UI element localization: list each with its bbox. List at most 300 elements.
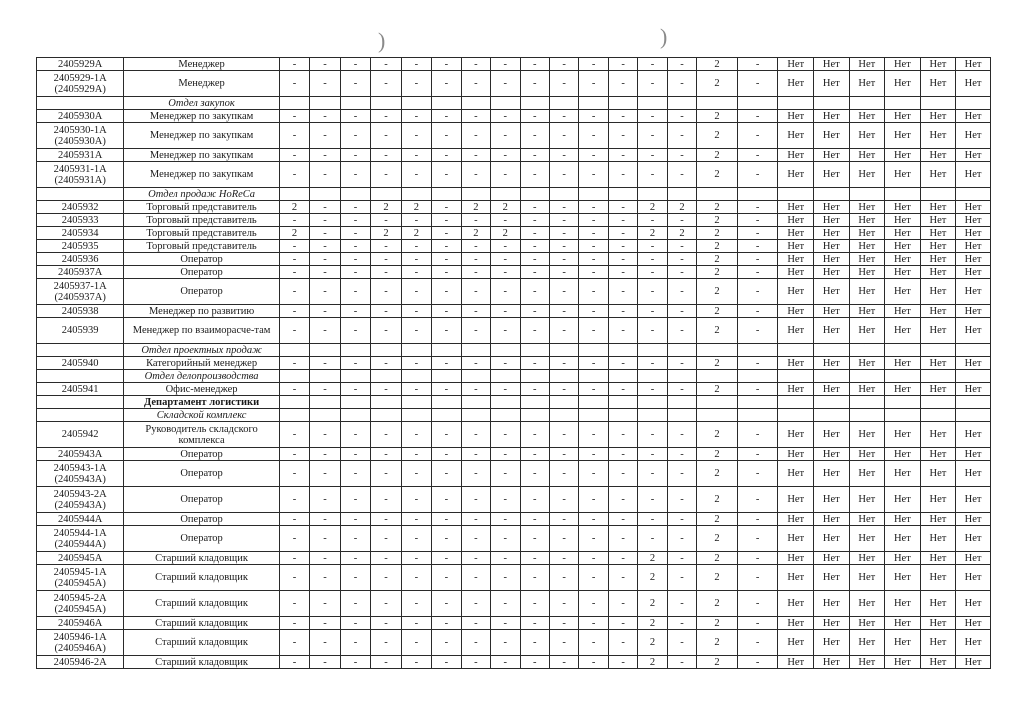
guarantee-cell: Нет	[778, 513, 814, 526]
class-cell: -	[608, 565, 637, 591]
guarantee-cell: Нет	[849, 110, 885, 123]
position-name: Оператор	[124, 526, 279, 552]
position-name: Торговый представитель	[124, 214, 279, 227]
empty-cell	[638, 396, 667, 409]
class-cell: -	[432, 227, 461, 240]
position-name: Старший кладовщик	[124, 552, 279, 565]
class-cell: -	[310, 149, 340, 162]
guarantee-cell: Нет	[956, 526, 991, 552]
empty-cell	[310, 344, 340, 357]
class-cell: -	[667, 149, 696, 162]
class-cell: -	[279, 617, 309, 630]
position-name: Старший кладовщик	[124, 630, 279, 656]
table-row	[37, 422, 991, 448]
class-cell: -	[549, 123, 578, 149]
class-cell: -	[667, 383, 696, 396]
class-cell: -	[340, 71, 370, 97]
empty-cell	[432, 188, 461, 201]
class-cell: -	[520, 149, 549, 162]
class-cell: -	[608, 71, 637, 97]
section-row	[37, 370, 991, 383]
class-cell: -	[371, 162, 401, 188]
class-cell: -	[520, 214, 549, 227]
guarantee-cell: Нет	[849, 318, 885, 344]
guarantee-cell: Нет	[920, 227, 956, 240]
empty-cell	[310, 396, 340, 409]
class-cell: -	[461, 162, 490, 188]
class-cell: -	[579, 110, 608, 123]
scan-mark-right: )	[660, 24, 668, 49]
class-cell: -	[667, 305, 696, 318]
class-cell: -	[340, 266, 370, 279]
scan-mark-left: )	[378, 28, 386, 53]
class-cell: -	[608, 383, 637, 396]
position-name: Оператор	[124, 253, 279, 266]
class-cell: -	[579, 266, 608, 279]
empty-cell	[549, 409, 578, 422]
class-cell: -	[461, 279, 490, 305]
guarantee-cell: Нет	[849, 149, 885, 162]
guarantee-cell: Нет	[956, 71, 991, 97]
class-cell: -	[340, 656, 370, 669]
class-cell: -	[520, 58, 549, 71]
guarantee-cell: Нет	[814, 526, 850, 552]
empty-cell	[279, 370, 309, 383]
guarantee-cell: Нет	[885, 214, 921, 227]
class-cell: -	[401, 513, 431, 526]
class-cell: -	[432, 318, 461, 344]
class-cell: -	[461, 656, 490, 669]
class-cell: -	[310, 617, 340, 630]
class-cell: -	[432, 305, 461, 318]
empty-cell	[401, 188, 431, 201]
class-cell: -	[461, 552, 490, 565]
guarantee-cell: Нет	[849, 266, 885, 279]
class-cell: -	[401, 149, 431, 162]
class-cell: 2	[697, 526, 738, 552]
class-cell: 2	[697, 552, 738, 565]
class-cell: -	[279, 526, 309, 552]
class-cell: -	[432, 656, 461, 669]
empty-cell	[520, 370, 549, 383]
class-cell: -	[461, 487, 490, 513]
empty-cell	[885, 409, 921, 422]
class-cell: -	[579, 630, 608, 656]
workplace-code: 2405939	[37, 318, 124, 344]
class-cell: -	[432, 279, 461, 305]
empty-cell	[956, 370, 991, 383]
class-cell: -	[371, 357, 401, 370]
class-cell: -	[491, 240, 520, 253]
class-cell: -	[340, 461, 370, 487]
guarantee-cell: Нет	[814, 253, 850, 266]
class-cell: -	[340, 591, 370, 617]
position-name: Оператор	[124, 266, 279, 279]
empty-cell	[814, 396, 850, 409]
class-cell: 2	[371, 227, 401, 240]
class-cell: -	[638, 461, 667, 487]
class-cell: -	[340, 110, 370, 123]
table-row	[37, 227, 991, 240]
class-cell: -	[608, 214, 637, 227]
class-cell: -	[579, 617, 608, 630]
section-row	[37, 97, 991, 110]
position-name: Торговый представитель	[124, 227, 279, 240]
empty-cell	[737, 370, 778, 383]
guarantee-cell: Нет	[885, 630, 921, 656]
class-cell: -	[340, 305, 370, 318]
class-cell: -	[520, 253, 549, 266]
class-cell: -	[520, 240, 549, 253]
guarantee-cell: Нет	[885, 227, 921, 240]
class-cell: 2	[491, 227, 520, 240]
guarantee-cell: Нет	[956, 617, 991, 630]
class-cell: -	[549, 240, 578, 253]
empty-cell	[579, 188, 608, 201]
class-cell: -	[520, 526, 549, 552]
empty-cell	[340, 409, 370, 422]
position-name: Оператор	[124, 279, 279, 305]
class-cell: -	[549, 383, 578, 396]
class-cell: 2	[697, 357, 738, 370]
workplace-code: 2405943-2А (2405943А)	[37, 487, 124, 513]
guarantee-cell: Нет	[849, 422, 885, 448]
empty-cell	[579, 97, 608, 110]
class-cell: -	[667, 214, 696, 227]
guarantee-cell: Нет	[849, 123, 885, 149]
empty-cell	[778, 188, 814, 201]
empty-cell	[549, 188, 578, 201]
empty-cell	[491, 409, 520, 422]
class-cell: -	[401, 110, 431, 123]
class-cell: -	[737, 71, 778, 97]
class-cell: -	[579, 253, 608, 266]
workplace-code: 2405946А	[37, 617, 124, 630]
empty-cell	[778, 344, 814, 357]
class-cell: -	[432, 526, 461, 552]
class-cell: -	[549, 591, 578, 617]
guarantee-cell: Нет	[885, 162, 921, 188]
class-cell: -	[667, 357, 696, 370]
class-cell: 2	[401, 227, 431, 240]
empty-cell	[432, 409, 461, 422]
guarantee-cell: Нет	[956, 123, 991, 149]
position-name: Оператор	[124, 461, 279, 487]
guarantee-cell: Нет	[814, 123, 850, 149]
class-cell: -	[432, 214, 461, 227]
position-name: Офис-менеджер	[124, 383, 279, 396]
class-cell: -	[279, 591, 309, 617]
guarantee-cell: Нет	[920, 357, 956, 370]
class-cell: 2	[491, 201, 520, 214]
empty-cell	[520, 344, 549, 357]
class-cell: -	[520, 617, 549, 630]
workplace-code: 2405942	[37, 422, 124, 448]
empty-cell	[608, 370, 637, 383]
workplace-code: 2405946-2А	[37, 656, 124, 669]
class-cell: -	[432, 461, 461, 487]
guarantee-cell: Нет	[956, 201, 991, 214]
class-cell: 2	[697, 201, 738, 214]
class-cell: -	[737, 591, 778, 617]
empty-cell	[310, 97, 340, 110]
guarantee-cell: Нет	[885, 448, 921, 461]
guarantee-cell: Нет	[849, 279, 885, 305]
empty-cell	[778, 97, 814, 110]
guarantee-cell: Нет	[849, 630, 885, 656]
class-cell: -	[737, 630, 778, 656]
class-cell: -	[608, 240, 637, 253]
table-body	[37, 58, 991, 669]
class-cell: -	[491, 318, 520, 344]
guarantee-cell: Нет	[778, 357, 814, 370]
class-cell: -	[737, 461, 778, 487]
class-cell: 2	[697, 656, 738, 669]
class-cell: -	[491, 461, 520, 487]
class-cell: -	[401, 461, 431, 487]
guarantee-cell: Нет	[920, 266, 956, 279]
class-cell: -	[491, 630, 520, 656]
class-cell: -	[310, 71, 340, 97]
class-cell: -	[638, 240, 667, 253]
class-cell: -	[371, 591, 401, 617]
class-cell: -	[310, 201, 340, 214]
empty-cell	[461, 97, 490, 110]
workplace-code: 2405937А	[37, 266, 124, 279]
empty-cell	[340, 396, 370, 409]
class-cell: -	[340, 214, 370, 227]
empty-cell	[401, 370, 431, 383]
empty-cell	[310, 409, 340, 422]
guarantee-cell: Нет	[920, 552, 956, 565]
empty-cell	[340, 97, 370, 110]
guarantee-cell: Нет	[920, 383, 956, 396]
table-row	[37, 110, 991, 123]
class-cell: -	[667, 253, 696, 266]
class-cell: -	[340, 552, 370, 565]
class-cell: -	[340, 149, 370, 162]
class-cell: -	[520, 591, 549, 617]
empty-cell	[697, 396, 738, 409]
class-cell: -	[667, 266, 696, 279]
class-cell: -	[608, 422, 637, 448]
class-cell: -	[371, 149, 401, 162]
empty-cell	[37, 370, 124, 383]
empty-cell	[371, 188, 401, 201]
guarantee-cell: Нет	[885, 149, 921, 162]
guarantee-cell: Нет	[814, 565, 850, 591]
class-cell: -	[371, 266, 401, 279]
class-cell: -	[279, 253, 309, 266]
class-cell: -	[608, 448, 637, 461]
guarantee-cell: Нет	[885, 617, 921, 630]
position-name: Старший кладовщик	[124, 591, 279, 617]
table-row	[37, 591, 991, 617]
guarantee-cell: Нет	[778, 487, 814, 513]
class-cell: -	[737, 201, 778, 214]
guarantee-cell: Нет	[814, 227, 850, 240]
class-cell: -	[549, 266, 578, 279]
empty-cell	[310, 370, 340, 383]
class-cell: 2	[697, 487, 738, 513]
workplace-code: 2405946-1А (2405946А)	[37, 630, 124, 656]
workplace-code: 2405941	[37, 383, 124, 396]
empty-cell	[549, 370, 578, 383]
guarantee-cell: Нет	[778, 617, 814, 630]
guarantee-cell: Нет	[920, 305, 956, 318]
class-cell: 2	[697, 240, 738, 253]
guarantee-cell: Нет	[814, 201, 850, 214]
guarantee-cell: Нет	[885, 656, 921, 669]
table-row	[37, 318, 991, 344]
class-cell: -	[279, 123, 309, 149]
guarantee-cell: Нет	[778, 565, 814, 591]
class-cell: -	[401, 253, 431, 266]
empty-cell	[885, 370, 921, 383]
guarantee-cell: Нет	[778, 318, 814, 344]
workplace-code: 2405938	[37, 305, 124, 318]
class-cell: -	[737, 58, 778, 71]
class-cell: -	[432, 513, 461, 526]
table-row	[37, 383, 991, 396]
class-cell: -	[638, 513, 667, 526]
class-cell: -	[310, 227, 340, 240]
class-cell: -	[340, 318, 370, 344]
class-cell: -	[279, 110, 309, 123]
workplace-code: 2405930-1А (2405930А)	[37, 123, 124, 149]
empty-cell	[920, 188, 956, 201]
guarantee-cell: Нет	[849, 253, 885, 266]
guarantee-cell: Нет	[778, 461, 814, 487]
empty-cell	[279, 396, 309, 409]
class-cell: -	[491, 214, 520, 227]
empty-cell	[371, 370, 401, 383]
guarantee-cell: Нет	[814, 448, 850, 461]
class-cell: -	[608, 487, 637, 513]
guarantee-cell: Нет	[849, 461, 885, 487]
class-cell: -	[401, 448, 431, 461]
guarantee-cell: Нет	[814, 110, 850, 123]
class-cell: -	[310, 630, 340, 656]
guarantee-cell: Нет	[814, 162, 850, 188]
empty-cell	[549, 97, 578, 110]
table-row	[37, 201, 991, 214]
class-cell: -	[737, 123, 778, 149]
guarantee-cell: Нет	[956, 383, 991, 396]
empty-cell	[401, 97, 431, 110]
section-title: Отдел продаж HoReCa	[124, 188, 279, 201]
guarantee-cell: Нет	[956, 214, 991, 227]
class-cell: -	[549, 58, 578, 71]
class-cell: -	[608, 110, 637, 123]
guarantee-cell: Нет	[814, 71, 850, 97]
class-cell: -	[279, 214, 309, 227]
class-cell: 2	[697, 383, 738, 396]
guarantee-cell: Нет	[778, 162, 814, 188]
class-cell: -	[279, 58, 309, 71]
guarantee-cell: Нет	[814, 461, 850, 487]
empty-cell	[37, 188, 124, 201]
class-cell: -	[279, 357, 309, 370]
class-cell: -	[549, 565, 578, 591]
class-cell: -	[608, 201, 637, 214]
class-cell: -	[520, 448, 549, 461]
empty-cell	[37, 97, 124, 110]
guarantee-cell: Нет	[778, 71, 814, 97]
section-title: Отдел закупок	[124, 97, 279, 110]
class-cell: -	[432, 253, 461, 266]
workplace-code: 2405944А	[37, 513, 124, 526]
empty-cell	[608, 396, 637, 409]
class-cell: -	[371, 58, 401, 71]
table-row	[37, 240, 991, 253]
empty-cell	[461, 409, 490, 422]
guarantee-cell: Нет	[885, 565, 921, 591]
class-cell: -	[310, 591, 340, 617]
guarantee-cell: Нет	[885, 357, 921, 370]
class-cell: -	[432, 617, 461, 630]
guarantee-cell: Нет	[849, 214, 885, 227]
class-cell: 2	[697, 617, 738, 630]
class-cell: 2	[638, 617, 667, 630]
class-cell: -	[579, 448, 608, 461]
guarantee-cell: Нет	[849, 357, 885, 370]
class-cell: 2	[279, 201, 309, 214]
position-name: Старший кладовщик	[124, 565, 279, 591]
empty-cell	[667, 344, 696, 357]
guarantee-cell: Нет	[920, 448, 956, 461]
class-cell: -	[461, 565, 490, 591]
guarantee-cell: Нет	[956, 461, 991, 487]
guarantee-cell: Нет	[778, 227, 814, 240]
empty-cell	[371, 97, 401, 110]
guarantee-cell: Нет	[778, 552, 814, 565]
class-cell: -	[432, 565, 461, 591]
guarantee-cell: Нет	[920, 214, 956, 227]
class-cell: -	[638, 123, 667, 149]
class-cell: -	[737, 422, 778, 448]
guarantee-cell: Нет	[885, 591, 921, 617]
class-cell: -	[491, 305, 520, 318]
guarantee-cell: Нет	[920, 279, 956, 305]
class-cell: -	[310, 656, 340, 669]
class-cell: -	[340, 383, 370, 396]
empty-cell	[279, 344, 309, 357]
class-cell: -	[491, 279, 520, 305]
table-row	[37, 513, 991, 526]
empty-cell	[920, 370, 956, 383]
class-cell: -	[279, 149, 309, 162]
class-cell: -	[667, 461, 696, 487]
class-cell: -	[432, 123, 461, 149]
guarantee-cell: Нет	[956, 253, 991, 266]
section-row	[37, 396, 991, 409]
class-cell: -	[432, 357, 461, 370]
guarantee-cell: Нет	[778, 110, 814, 123]
guarantee-cell: Нет	[885, 201, 921, 214]
empty-cell	[849, 409, 885, 422]
table-row	[37, 630, 991, 656]
class-cell: -	[608, 253, 637, 266]
position-name: Торговый представитель	[124, 240, 279, 253]
guarantee-cell: Нет	[956, 58, 991, 71]
class-cell: -	[520, 656, 549, 669]
class-cell: -	[461, 149, 490, 162]
class-cell: -	[638, 422, 667, 448]
class-cell: -	[310, 448, 340, 461]
empty-cell	[371, 409, 401, 422]
guarantee-cell: Нет	[814, 617, 850, 630]
